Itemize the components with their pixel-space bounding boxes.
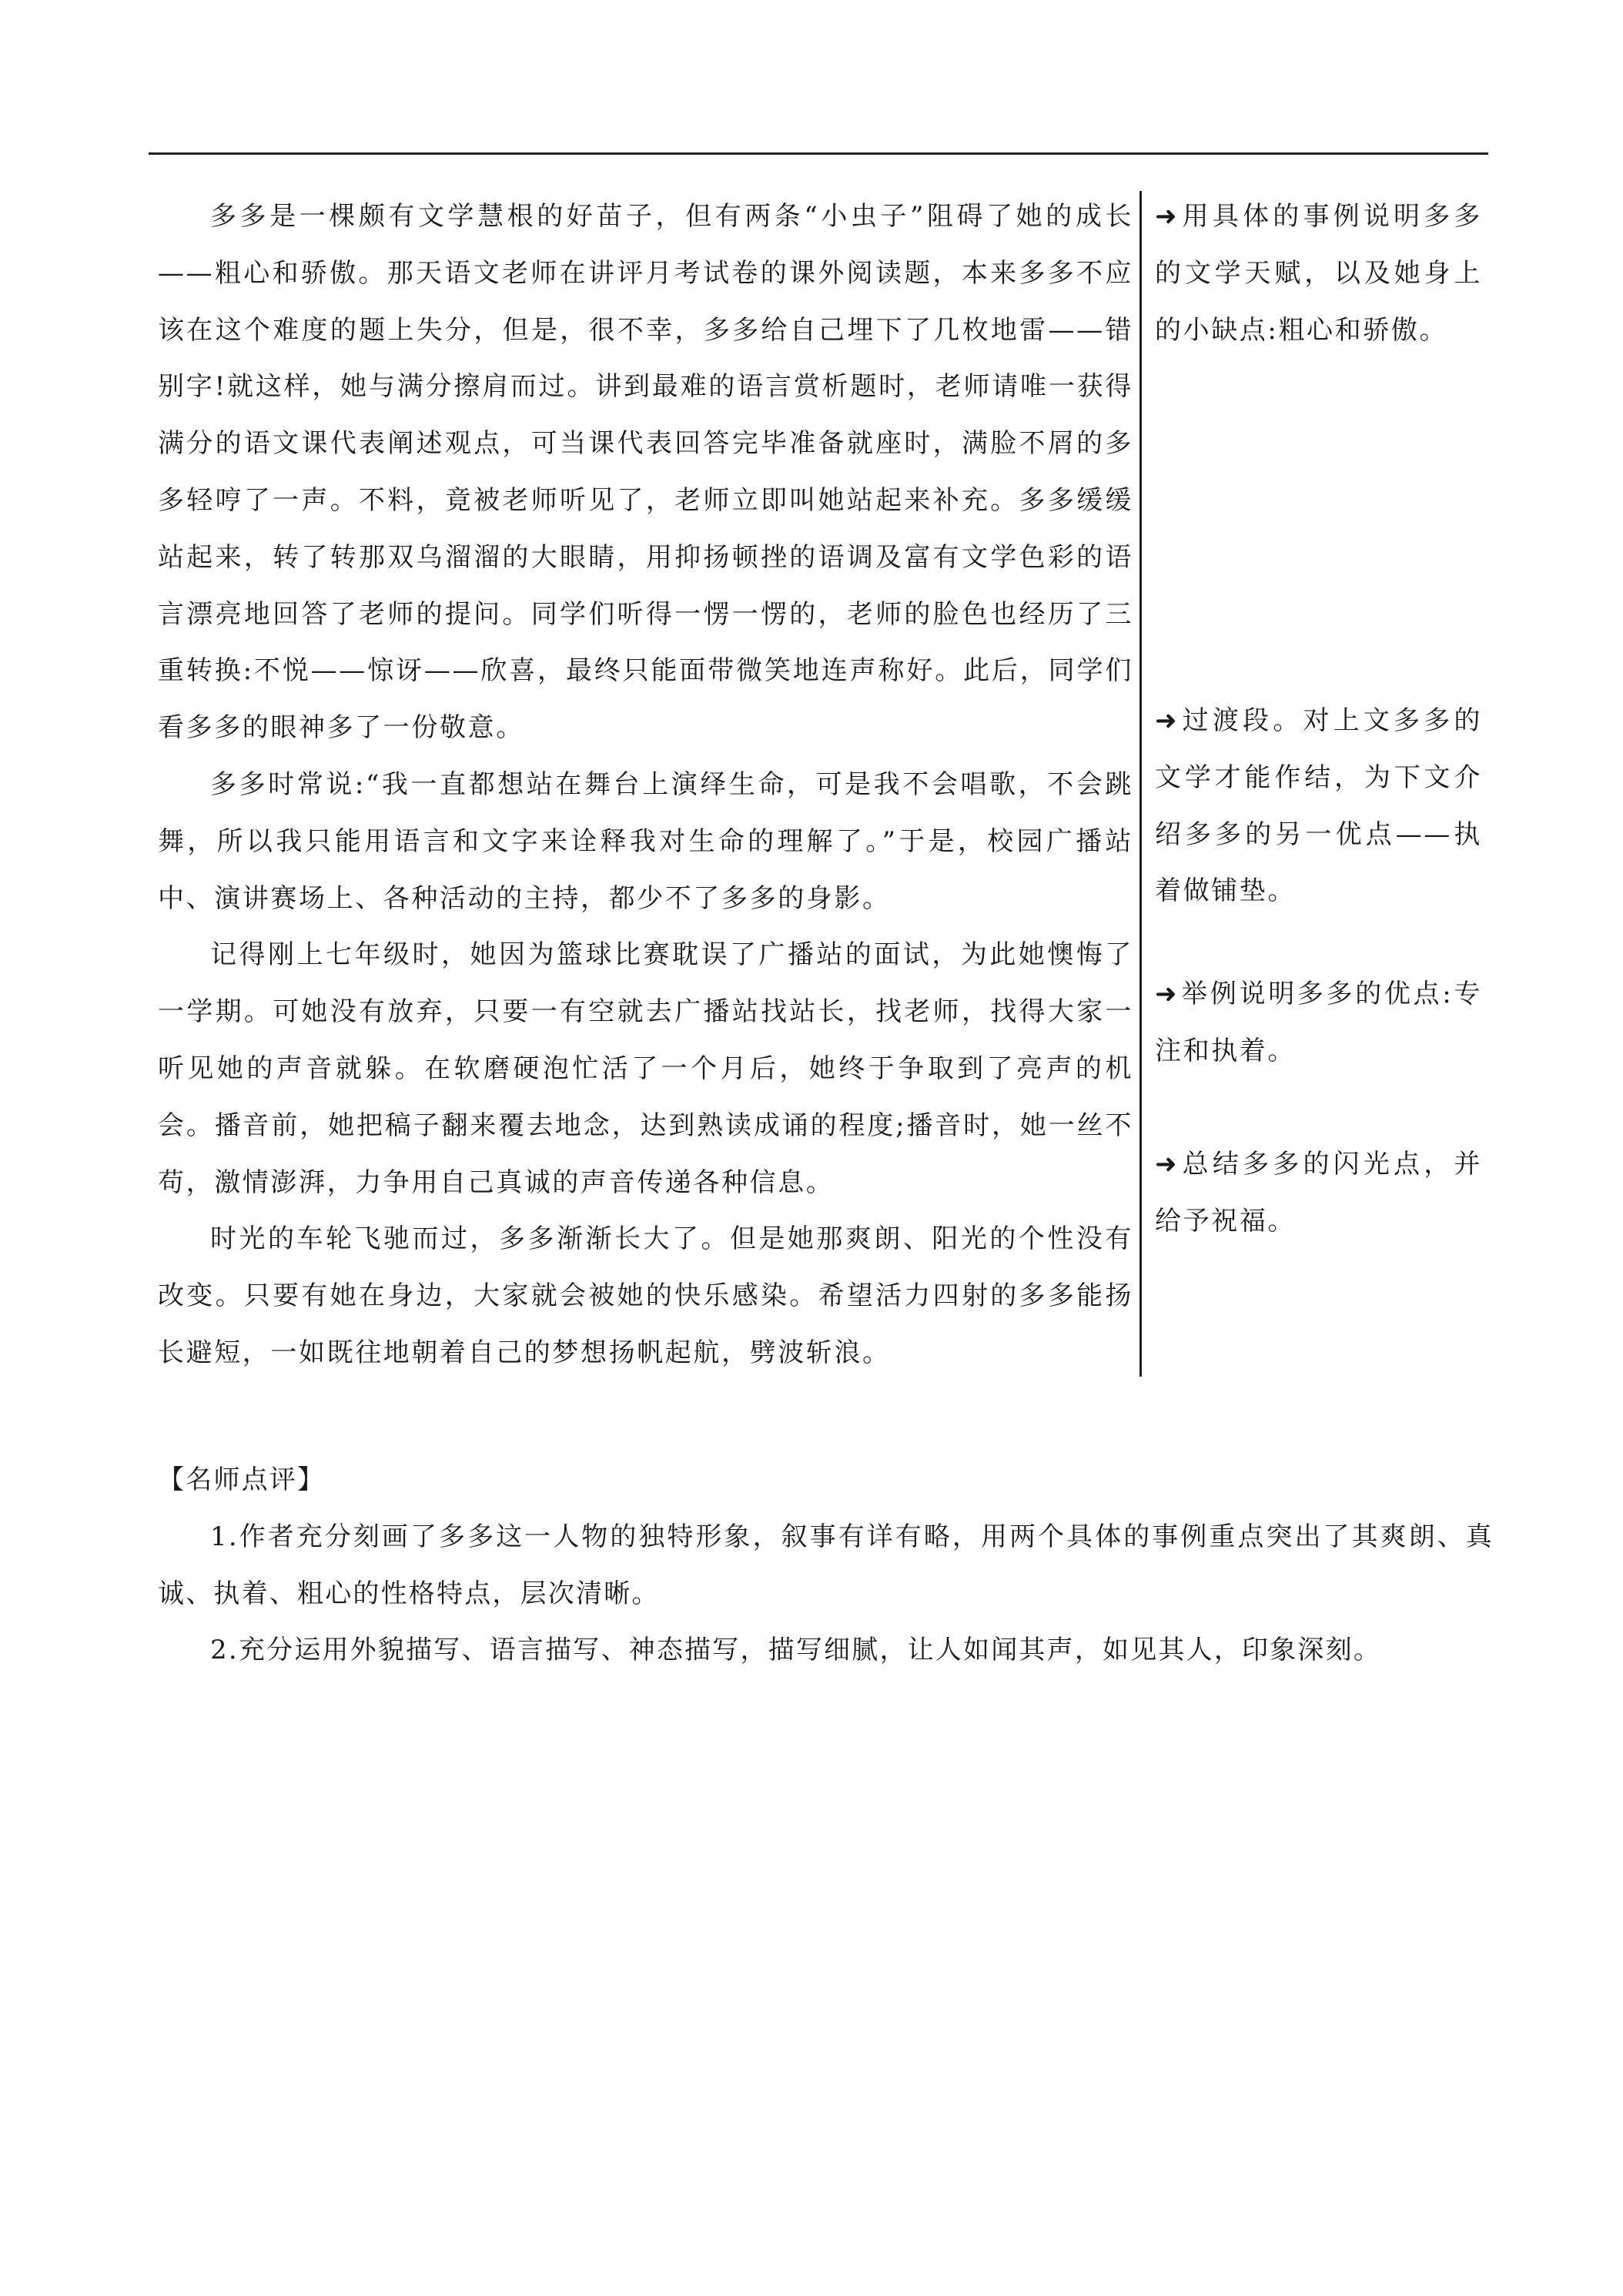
review-heading: 【名师点评】 [158,1464,326,1495]
essay-body [158,189,1133,1382]
essay-paragraph-2: 多多时常说:“我一直都想站在舞台上演绎生命，可是我不会唱歌，不会跳舞，所以我只能用语言和文字来诠释我对生命的理解了。”于是，校园广播站中、演讲赛场上、各种活动的主持，都少不了多多的身影。 [158,768,1133,914]
arrow-right-icon: ➜ [1155,705,1180,736]
margin-note-1 [1155,189,1482,359]
margin-note-text: 举例说明多多的优点:专注和执着。 [1155,979,1482,1066]
margin-note-text: 总结多多的闪光点，并给予祝福。 [1155,1149,1482,1237]
essay-paragraph-1: 多多是一棵颇有文学慧根的好苗子，但有两条“小虫子”阻碍了她的成长——粗心和骄傲。那天语文老师在讲评月考试卷的课外阅读题，本来多多不应该在这个难度的题上失分，但是，很不幸，多多给自己埋下了几枚地雷——错别字!就这样，她与满分擦肩而过。讲到最难的语言赏析题时，老师请唯一获得满分的语文课代表阐述观点，可当课代表回答完毕准备就座时，满脸不屑的多多轻哼了一声。不料，竟被老师听见了，老师立即叫她站起来补充。多多缓缓站起来，转了转那双乌溜溜的大眼睛，用抑扬顿挫的语调及富有文学色彩的语言漂亮地回答了老师的提问。同学们听得一愣一愣的，老师的脸色也经历了三重转换:不悦——惊讶——欣喜，最终只能面带微笑地连声称好。此后，同学们看多多的眼神多了一份敬意。 [158,201,1133,744]
margin-note-2 [1155,693,1482,920]
margin-divider [1139,191,1142,1377]
margin-note-text: 过渡段。对上文多多的文学才能作结，为下文介绍多多的另一优点——执着做铺垫。 [1155,705,1482,907]
top-rule [149,152,1488,155]
margin-note-4 [1155,1136,1482,1250]
arrow-right-icon: ➜ [1155,201,1180,232]
arrow-right-icon: ➜ [1155,979,1180,1009]
review-item-1: 1.作者充分刻画了多多这一人物的独特形象，叙事有详有略，用两个具体的事例重点突出了其爽朗、真诚、执着、粗心的性格特点，层次清晰。 [158,1521,1494,1609]
teacher-review [158,1452,1494,1679]
essay-paragraph-4: 时光的车轮飞驰而过，多多渐渐长大了。但是她那爽朗、阳光的个性没有改变。只要有她在身边，大家就会被她的快乐感染。希望活力四射的多多能扬长避短，一如既往地朝着自己的梦想扬帆起航，劈波斩浪。 [158,1223,1133,1368]
essay-paragraph-3: 记得刚上七年级时，她因为篮球比赛耽误了广播站的面试，为此她懊悔了一学期。可她没有放弃，只要一有空就去广播站找站长，找老师，找得大家一听见她的声音就躲。在软磨硬泡忙活了一个月后，她终于争取到了亮声的机会。播音前，她把稿子翻来覆去地念，达到熟读成诵的程度;播音时，她一丝不苟，激情澎湃，力争用自己真诚的声音传递各种信息。 [158,939,1133,1198]
review-item-2: 2.充分运用外貌描写、语言描写、神态描写，描写细腻，让人如闻其声，如见其人，印象深刻。 [210,1635,1382,1666]
margin-note-3 [1155,966,1482,1080]
arrow-right-icon: ➜ [1155,1149,1180,1180]
margin-note-text: 用具体的事例说明多多的文学天赋，以及她身上的小缺点:粗心和骄傲。 [1155,201,1482,346]
